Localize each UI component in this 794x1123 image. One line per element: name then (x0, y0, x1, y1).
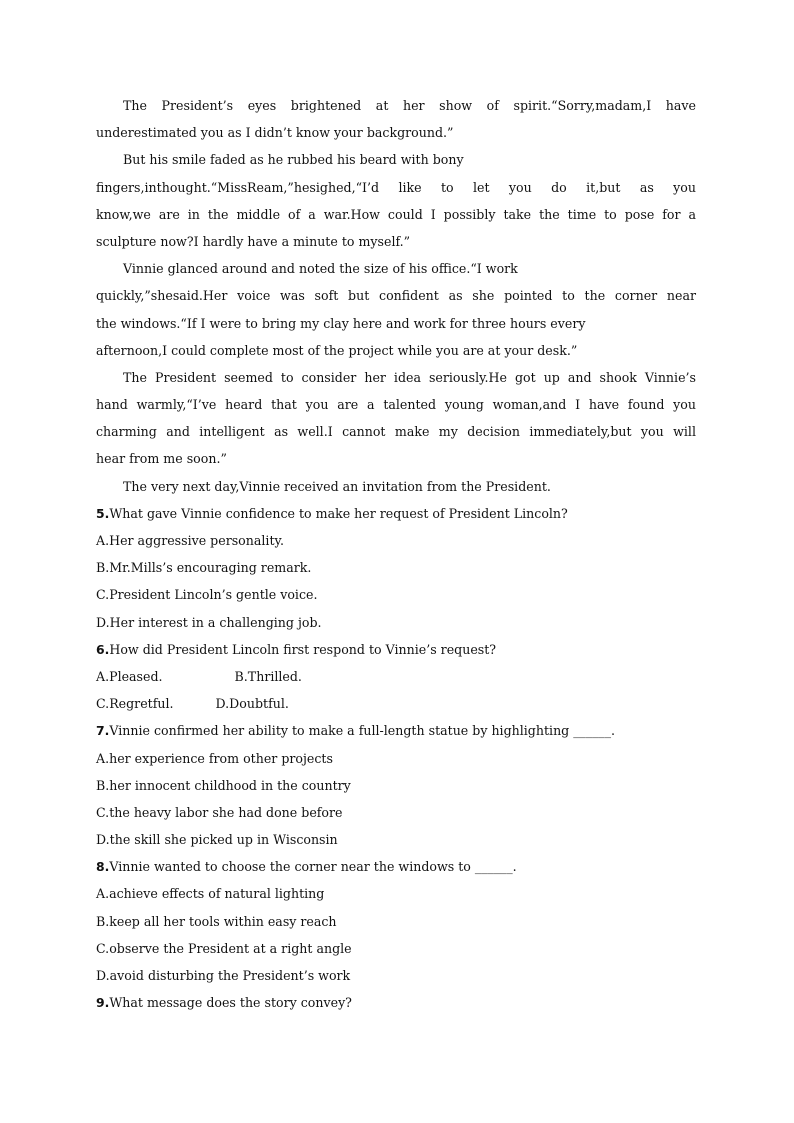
reading-passage (96, 92, 696, 500)
question-text: Vinnie confirmed her ability to make a full-length statue by highlighting ______. (109, 723, 616, 739)
answer-option[interactable]: C.Regretful. (96, 696, 174, 712)
passage-line: know,we are in the middle of a war.How could I possibly take the time to pose for a (96, 206, 696, 222)
question-text: Vinnie wanted to choose the corner near the windows to ______. (109, 859, 517, 875)
passage-line: hand warmly,“I’ve heard that you are a talented young woman,and I have found you (96, 397, 696, 413)
answer-option[interactable]: D.Her interest in a challenging job. (96, 614, 322, 630)
option-row (96, 772, 696, 799)
answer-option[interactable]: A.achieve effects of natural lighting (96, 886, 325, 902)
option-row (96, 962, 696, 989)
passage-line: the windows.“If I were to bring my clay here and work for three hours every (96, 315, 586, 331)
question-stem (96, 717, 696, 744)
passage-line: afternoon,I could complete most of the project while you are at your desk.” (96, 342, 578, 358)
question-text: What message does the story convey? (109, 995, 352, 1011)
passage-line: The President seemed to consider her idea seriously.He got up and shook Vinnie’s (123, 369, 696, 385)
passage-line: underestimated you as I didn’t know your background.” (96, 125, 454, 141)
answer-option[interactable]: A.Pleased. (96, 668, 163, 684)
passage-line: charming and intelligent as well.I cannot make my decision immediately,but you will (96, 424, 696, 440)
answer-option[interactable]: D.the skill she picked up in Wisconsin (96, 832, 338, 848)
passage-line: But his smile faded as he rubbed his beard with bony (123, 152, 464, 168)
option-row (96, 663, 696, 690)
question-stem (96, 636, 696, 663)
question-stem (96, 500, 696, 527)
answer-option[interactable]: A.her experience from other projects (96, 750, 333, 766)
option-row (96, 908, 696, 935)
document-page (96, 92, 696, 1016)
answer-option[interactable]: A.Her aggressive personality. (96, 533, 284, 548)
question-text: How did President Lincoln first respond to Vinnie’s request? (109, 641, 497, 657)
question-number: 5. (96, 505, 110, 521)
answer-option[interactable]: B.Mr.Mills’s encouraging remark. (96, 560, 312, 576)
option-row (96, 799, 696, 826)
answer-option[interactable]: C.President Lincoln’s gentle voice. (96, 587, 318, 603)
option-row (96, 826, 696, 853)
option-row (96, 935, 696, 962)
option-row (96, 745, 696, 772)
question-number: 9. (96, 995, 110, 1011)
answer-option[interactable]: B.her innocent childhood in the country (96, 777, 351, 793)
question-stem (96, 853, 696, 880)
question-stem (96, 989, 696, 1016)
passage-line: hear from me soon.” (96, 451, 227, 467)
question-number: 8. (96, 859, 110, 875)
passage-line: The President’s eyes brightened at her show of spirit.“Sorry,madam,I have (123, 98, 696, 113)
passage-line: The very next day,Vinnie received an invitation from the President. (123, 478, 551, 494)
passage-line: Vinnie glanced around and noted the size of his office.“I work (123, 261, 518, 277)
answer-option[interactable]: C.observe the President at a right angle (96, 940, 352, 956)
question-text: What gave Vinnie confidence to make her request of President Lincoln? (109, 505, 568, 521)
answer-option[interactable]: B.keep all her tools within easy reach (96, 913, 337, 929)
option-row (96, 690, 696, 717)
option-row (96, 554, 696, 581)
answer-option[interactable]: D.Doubtful. (215, 696, 289, 712)
answer-option[interactable]: C.the heavy labor she had done before (96, 804, 343, 820)
question-number: 6. (96, 641, 110, 657)
option-row (96, 880, 696, 907)
option-row (96, 527, 696, 554)
question-list (96, 500, 696, 1017)
answer-option[interactable]: D.avoid disturbing the President’s work (96, 968, 351, 983)
passage-line: quickly,”shesaid.Her voice was soft but confident as she pointed to the corner near (96, 288, 696, 304)
option-row (96, 609, 696, 636)
option-row (96, 581, 696, 608)
passage-line: fingers,inthought.“MissReam,”hesighed,“I’d like to let you do it,but as you (96, 179, 696, 195)
passage-line: sculpture now?I hardly have a minute to myself.” (96, 233, 411, 249)
answer-option[interactable]: B.Thrilled. (234, 668, 302, 684)
question-number: 7. (96, 723, 110, 739)
